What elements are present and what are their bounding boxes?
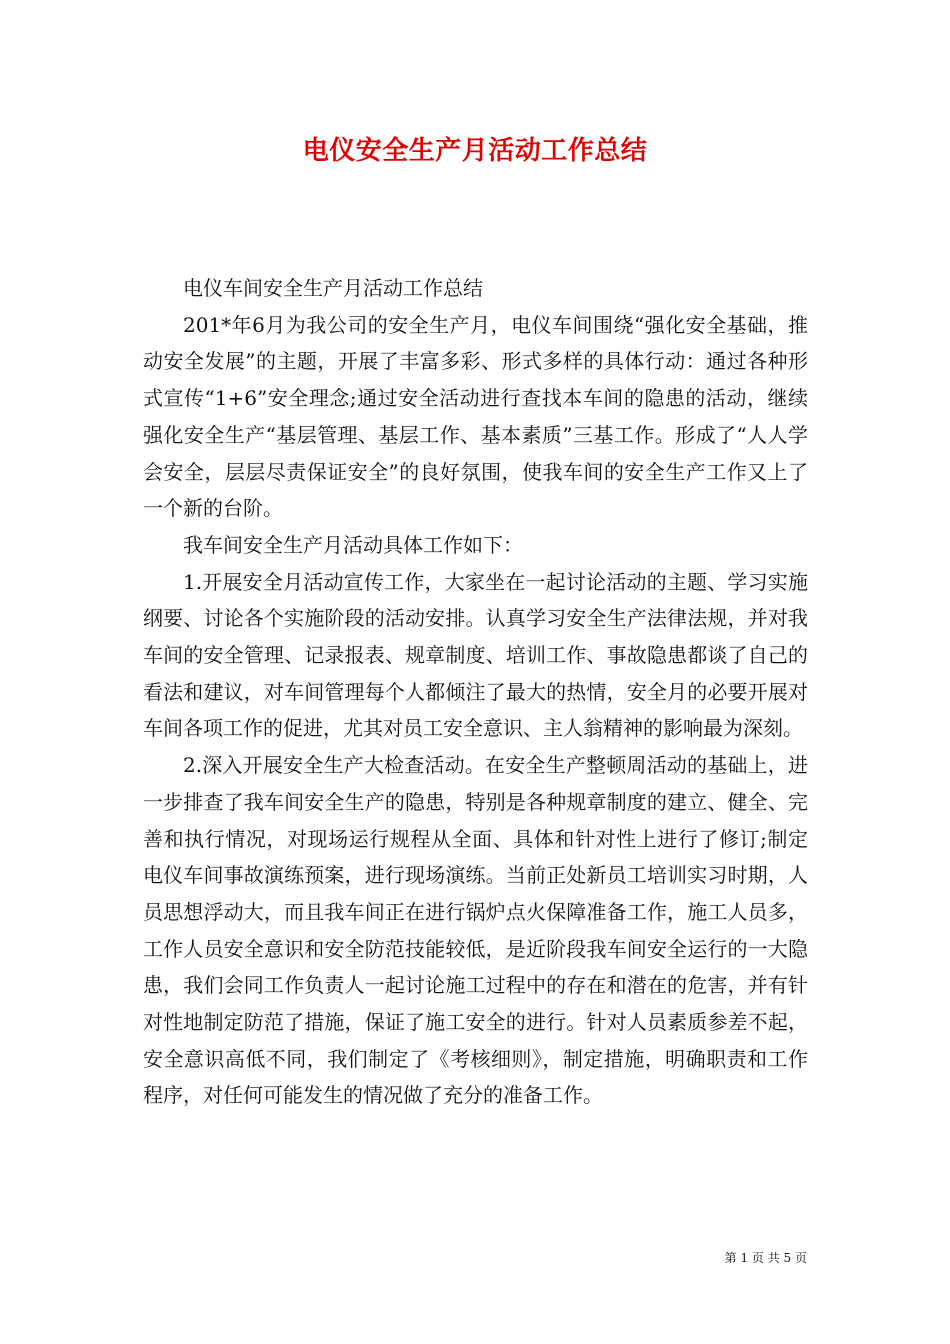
document-title: 电仪安全生产月活动工作总结 bbox=[302, 136, 648, 166]
document-body bbox=[143, 270, 808, 1114]
page-number-footer: 第 1 页 共 5 页 bbox=[724, 1251, 807, 1265]
body-paragraph-item-1: 1.开展安全月活动宣传工作，大家坐在一起讨论活动的主题、学习实施纲要、讨论各个实施阶段的活动安排。认真学习安全生产法律法规，并对我车间的安全管理、记录报表、规章制度、培训工作、事故隐患都谈了自己的看法和建议，对车间管理每个人都倾注了最大的热情，安全月的必要开展对车间各项工作的促进，尤其对员工安全意识、主人翁精神的影响最为深刻。 bbox=[143, 569, 808, 741]
body-paragraph-item-2: 2.深入开展安全生产大检查活动。在安全生产整顿周活动的基础上，进一步排查了我车间安全生产的隐患，特别是各种规章制度的建立、健全、完善和执行情况，对现场运行规程从全面、具体和针对性上进行了修订;制定电仪车间事故演练预案，进行现场演练。当前正处新员工培训实习时期，人员思想浮动大，而且我车间正在进行锅炉点火保障准备工作，施工人员多，工作人员安全意识和安全防范技能较低，是近阶段我车间安全运行的一大隐患，我们会同工作负责人一起讨论施工过程中的存在和潜在的危害，并有针对性地制定防范了措施，保证了施工安全的进行。针对人员素质参差不起，安全意识高低不同，我们制定了《考核细则》，制定措施，明确职责和工作程序，对任何可能发生的情况做了充分的准备工作。 bbox=[143, 753, 808, 1108]
body-paragraph-subtitle: 电仪车间安全生产月活动工作总结 bbox=[183, 276, 483, 300]
body-paragraph-intro: 201*年6月为我公司的安全生产月，电仪车间围绕“强化安全基础，推动安全发展”的主题，开展了丰富多彩、形式多样的具体行动：通过各种形式宣传“1+6”安全理念;通过安全活动进行查找本车间的隐患的活动，继续强化安全生产“基层管理、基层工作、基本素质”三基工作。形成了“人人学会安全，层层尽责保证安全”的良好氛围，使我车间的安全生产工作又上了一个新的台阶。 bbox=[143, 312, 808, 521]
body-paragraph-heading: 我车间安全生产月活动具体工作如下： bbox=[183, 532, 523, 557]
